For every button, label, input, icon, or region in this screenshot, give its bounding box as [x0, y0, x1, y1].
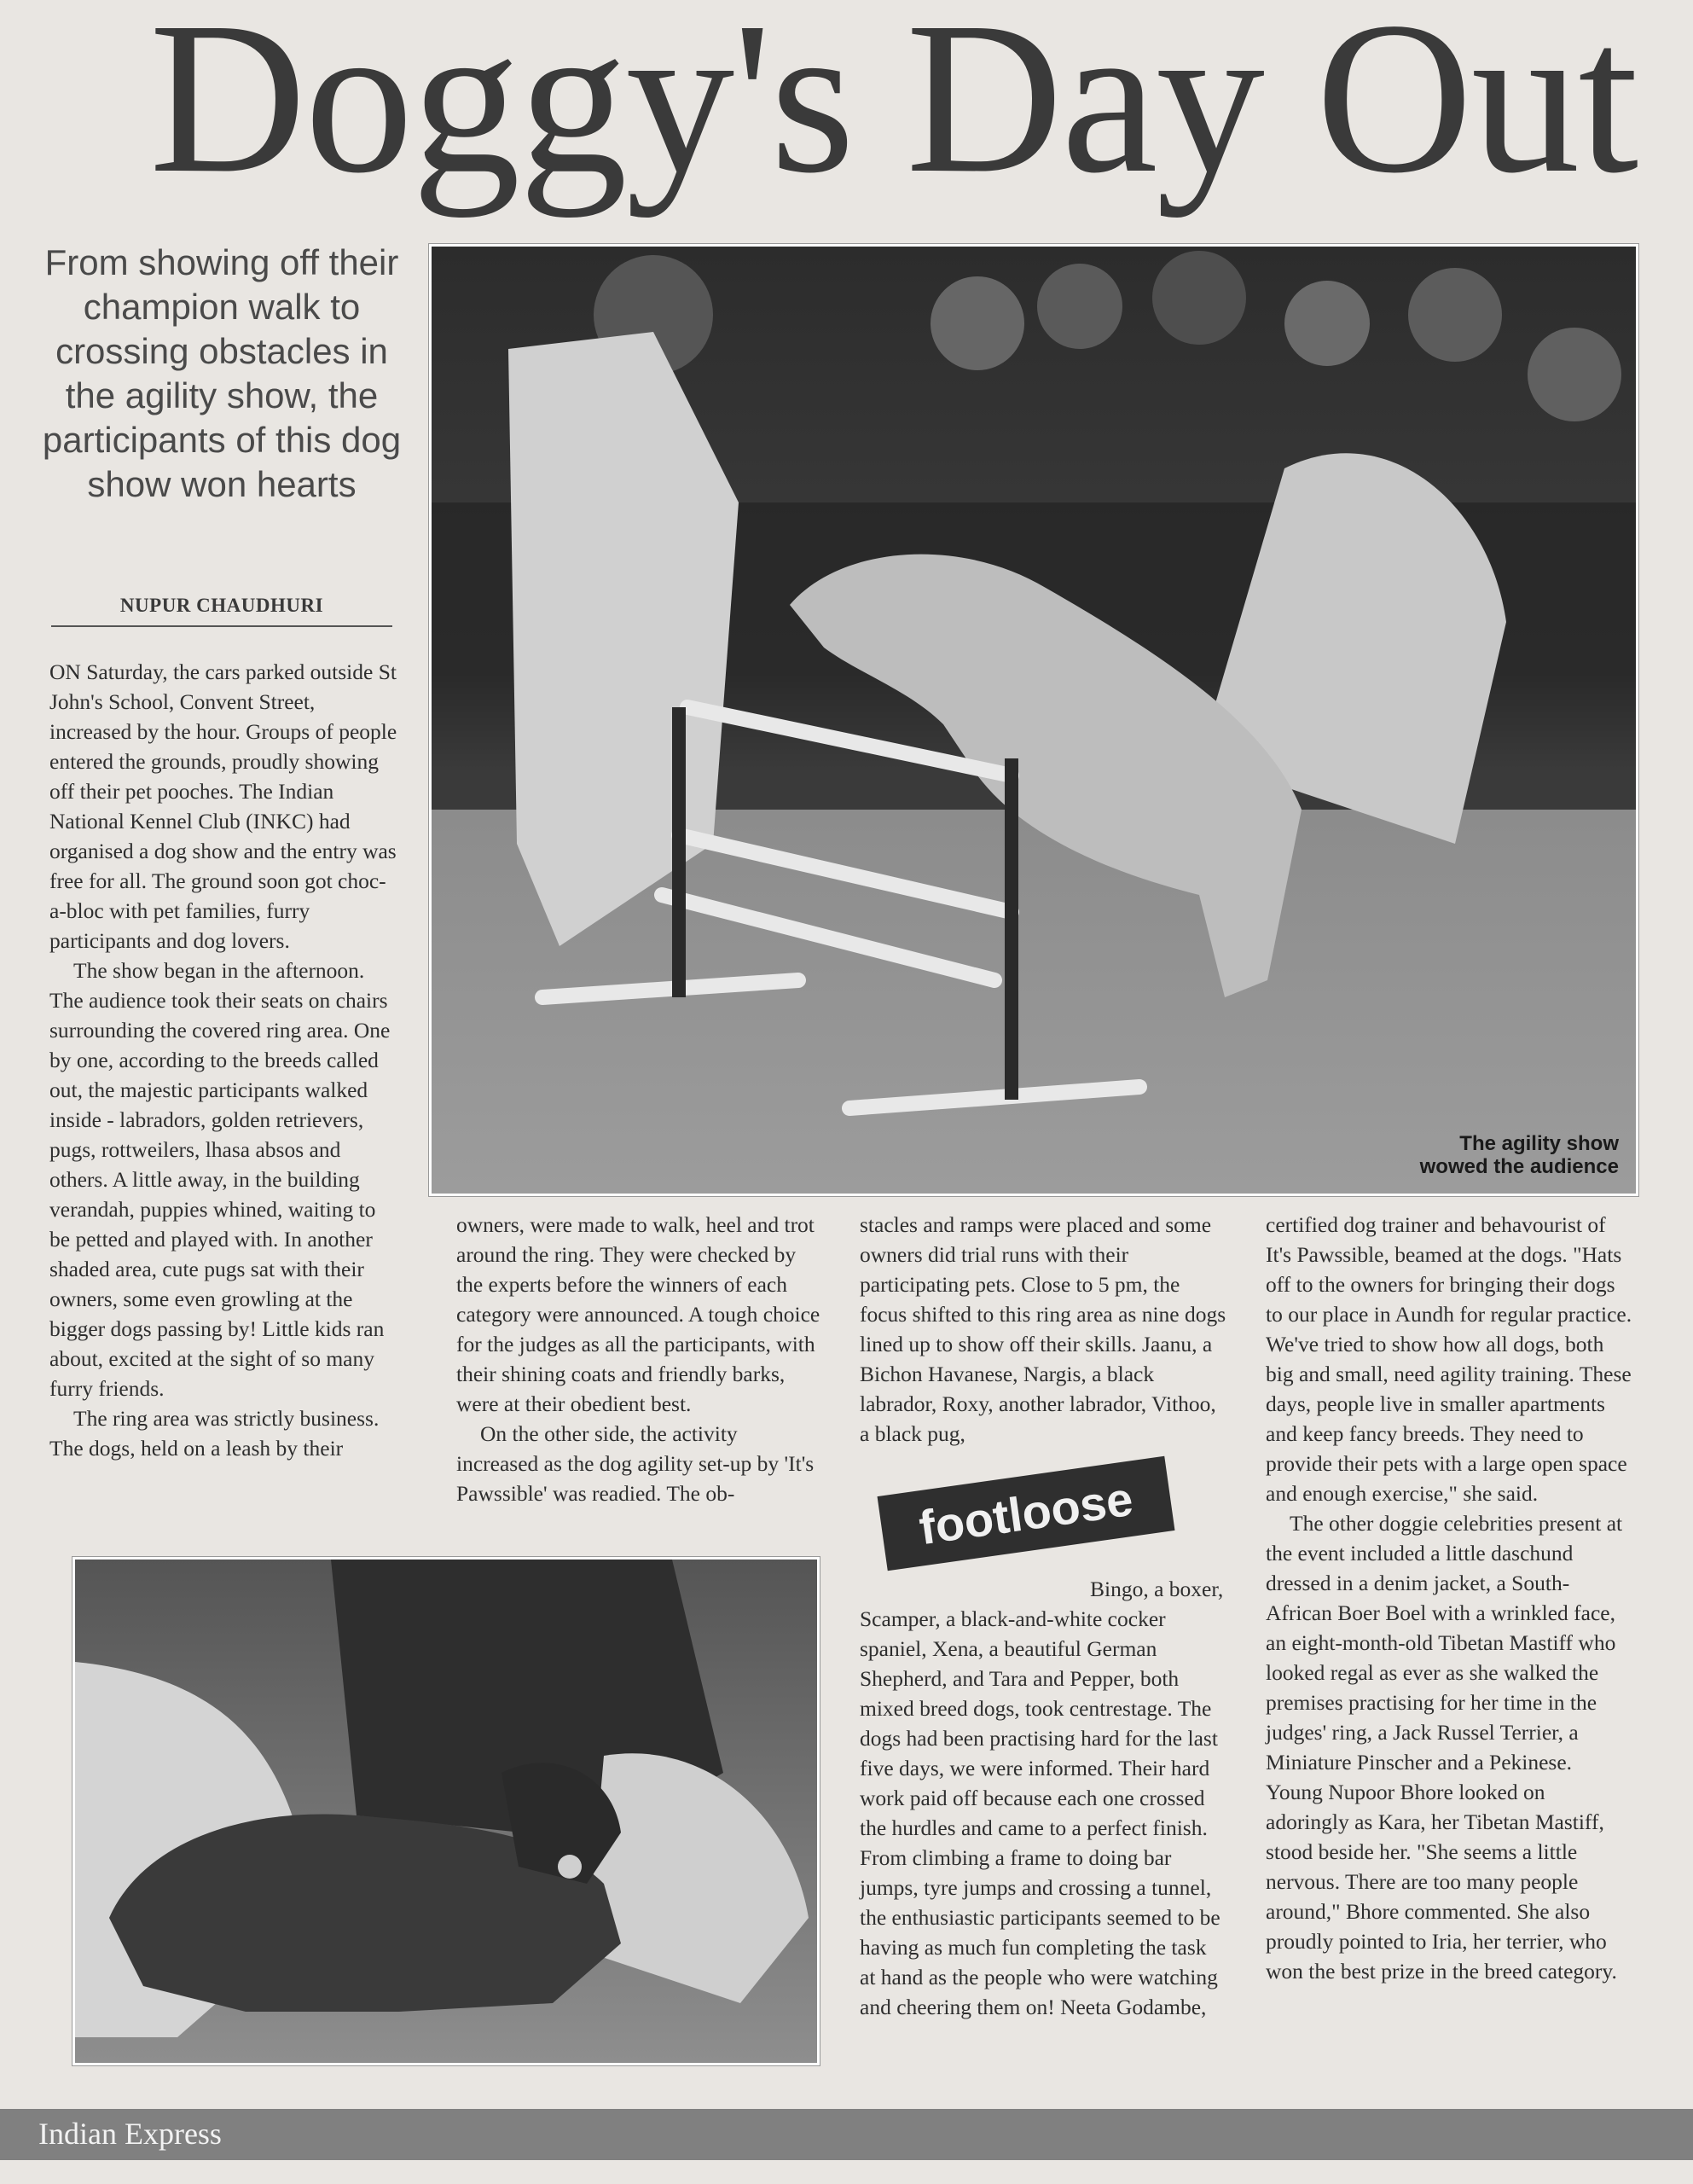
byline-rule [51, 625, 392, 627]
photo-dachshund [72, 1557, 820, 2065]
article-paragraph: On the other side, the activity increased as the dog agility set-up by 'It's Pawssible' was readied. The ob- [456, 1421, 815, 1506]
article-column-3-top [860, 1210, 1226, 1449]
article-column-2 [456, 1210, 823, 1508]
headline: Doggy's Day Out [149, 0, 1638, 218]
footer-bar [0, 2109, 1693, 2160]
bottom-strip [0, 2160, 1693, 2184]
deck-subheading: From showing off their champion walk to crossing obstacles in the agility show, the participants of this dog show won hearts [42, 242, 402, 504]
photo-agility-show [429, 244, 1638, 1196]
article-column-4 [1266, 1210, 1632, 1986]
article-column-3-bottom [860, 1574, 1226, 2022]
footloose-badge: footloose [878, 1456, 1175, 1571]
article-paragraph: The other doggie celebrities present at the event included a little daschund dressed in a denim jacket, a South-African Boer Boel with a wrinkled face, an eight-month-old Tibetan Mastiff who looked regal as ever as she walked the premises practising for her time in the judges' ring, a Jack Russel Terrier, a Miniature Pinscher and a Pekinese. Young Nupoor Bhore looked on adoringly as Kara, her Tibetan Mastiff, stood beside her. "She seems a little nervous. There are too many people around," Bhore commented. She also proudly pointed to Iria, her terrier, who won the best prize in the breed category. [1266, 1511, 1623, 1984]
byline: NUPUR CHAUDHURI [119, 595, 324, 616]
article-column-1 [49, 657, 401, 1463]
article-paragraph: Bingo, a boxer, Scamper, a black-and-white cocker spaniel, Xena, a beautiful German Shepherd, and Tara and Pepper, both mixed breed dogs, took centrestage. The dogs had been practising hard for the last five days, we were informed. Their hard work paid off because each one crossed the hurdles and came to a perfect finish. From climbing a frame to doing bar jumps, tyre jumps and crossing a tunnel, the enthusiastic participants seemed to be having as much fun completing the task at hand as the people who were watching and cheering them on! Neeta Godambe, [860, 1577, 1224, 2019]
article-paragraph: stacles and ramps were placed and some owners did trial runs with their participating pets. Close to 5 pm, the focus shifted to this ring area as nine dogs lined up to show off their skills. Jaanu, a Bichon Havanese, Nargis, a black labrador, Roxy, another labrador, Vithoo, a black pug, [860, 1212, 1226, 1446]
publication-name: Indian Express [38, 2117, 222, 2151]
agility-photo-image [432, 247, 1636, 1194]
article-paragraph: The ring area was strictly business. The dogs, held on a leash by their [49, 1406, 380, 1461]
photo-caption: The agility show wowed the audience [1419, 1132, 1619, 1178]
article-paragraph: The show began in the afternoon. The audience took their seats on chairs surrounding the covered ring area. One by one, according to the breeds called out, the majestic participants walked inside - labradors, golden retrievers, pugs, rottweilers, lhasa absos and others. A little away, in the building verandah, puppies whined, waiting to be petted and played with. In another shaded area, cute pugs sat with their owners, some even growling at the bigger dogs passing by! Little kids ran about, excited at the sight of so many furry friends. [49, 958, 391, 1401]
article-paragraph: certified dog trainer and behavourist of It's Pawssible, beamed at the dogs. "Hats off to the owners for bringing their dogs to our place in Aundh for regular practice. We've tried to show how all dogs, both big and small, need agility training. These days, people live in smaller apartments and keep fancy breeds. They need to provide their pets with a large open space and enough exercise," she said. [1266, 1212, 1632, 1506]
article-paragraph: ON Saturday, the cars parked outside St John's School, Convent Street, increased by the hour. Groups of people entered the grounds, proudly showing off their pet pooches. The Indian National Kennel Club (INKC) had organised a dog show and the entry was free for all. The ground soon got choc-a-bloc with pet families, furry participants and dog lovers. [49, 659, 397, 953]
article-paragraph: owners, were made to walk, heel and trot around the ring. They were checked by the experts before the winners of each category were announced. A tough choice for the judges as all the participants, with their shining coats and friendly barks, were at their obedient best. [456, 1212, 820, 1416]
dachshund-photo-image [75, 1560, 817, 2063]
